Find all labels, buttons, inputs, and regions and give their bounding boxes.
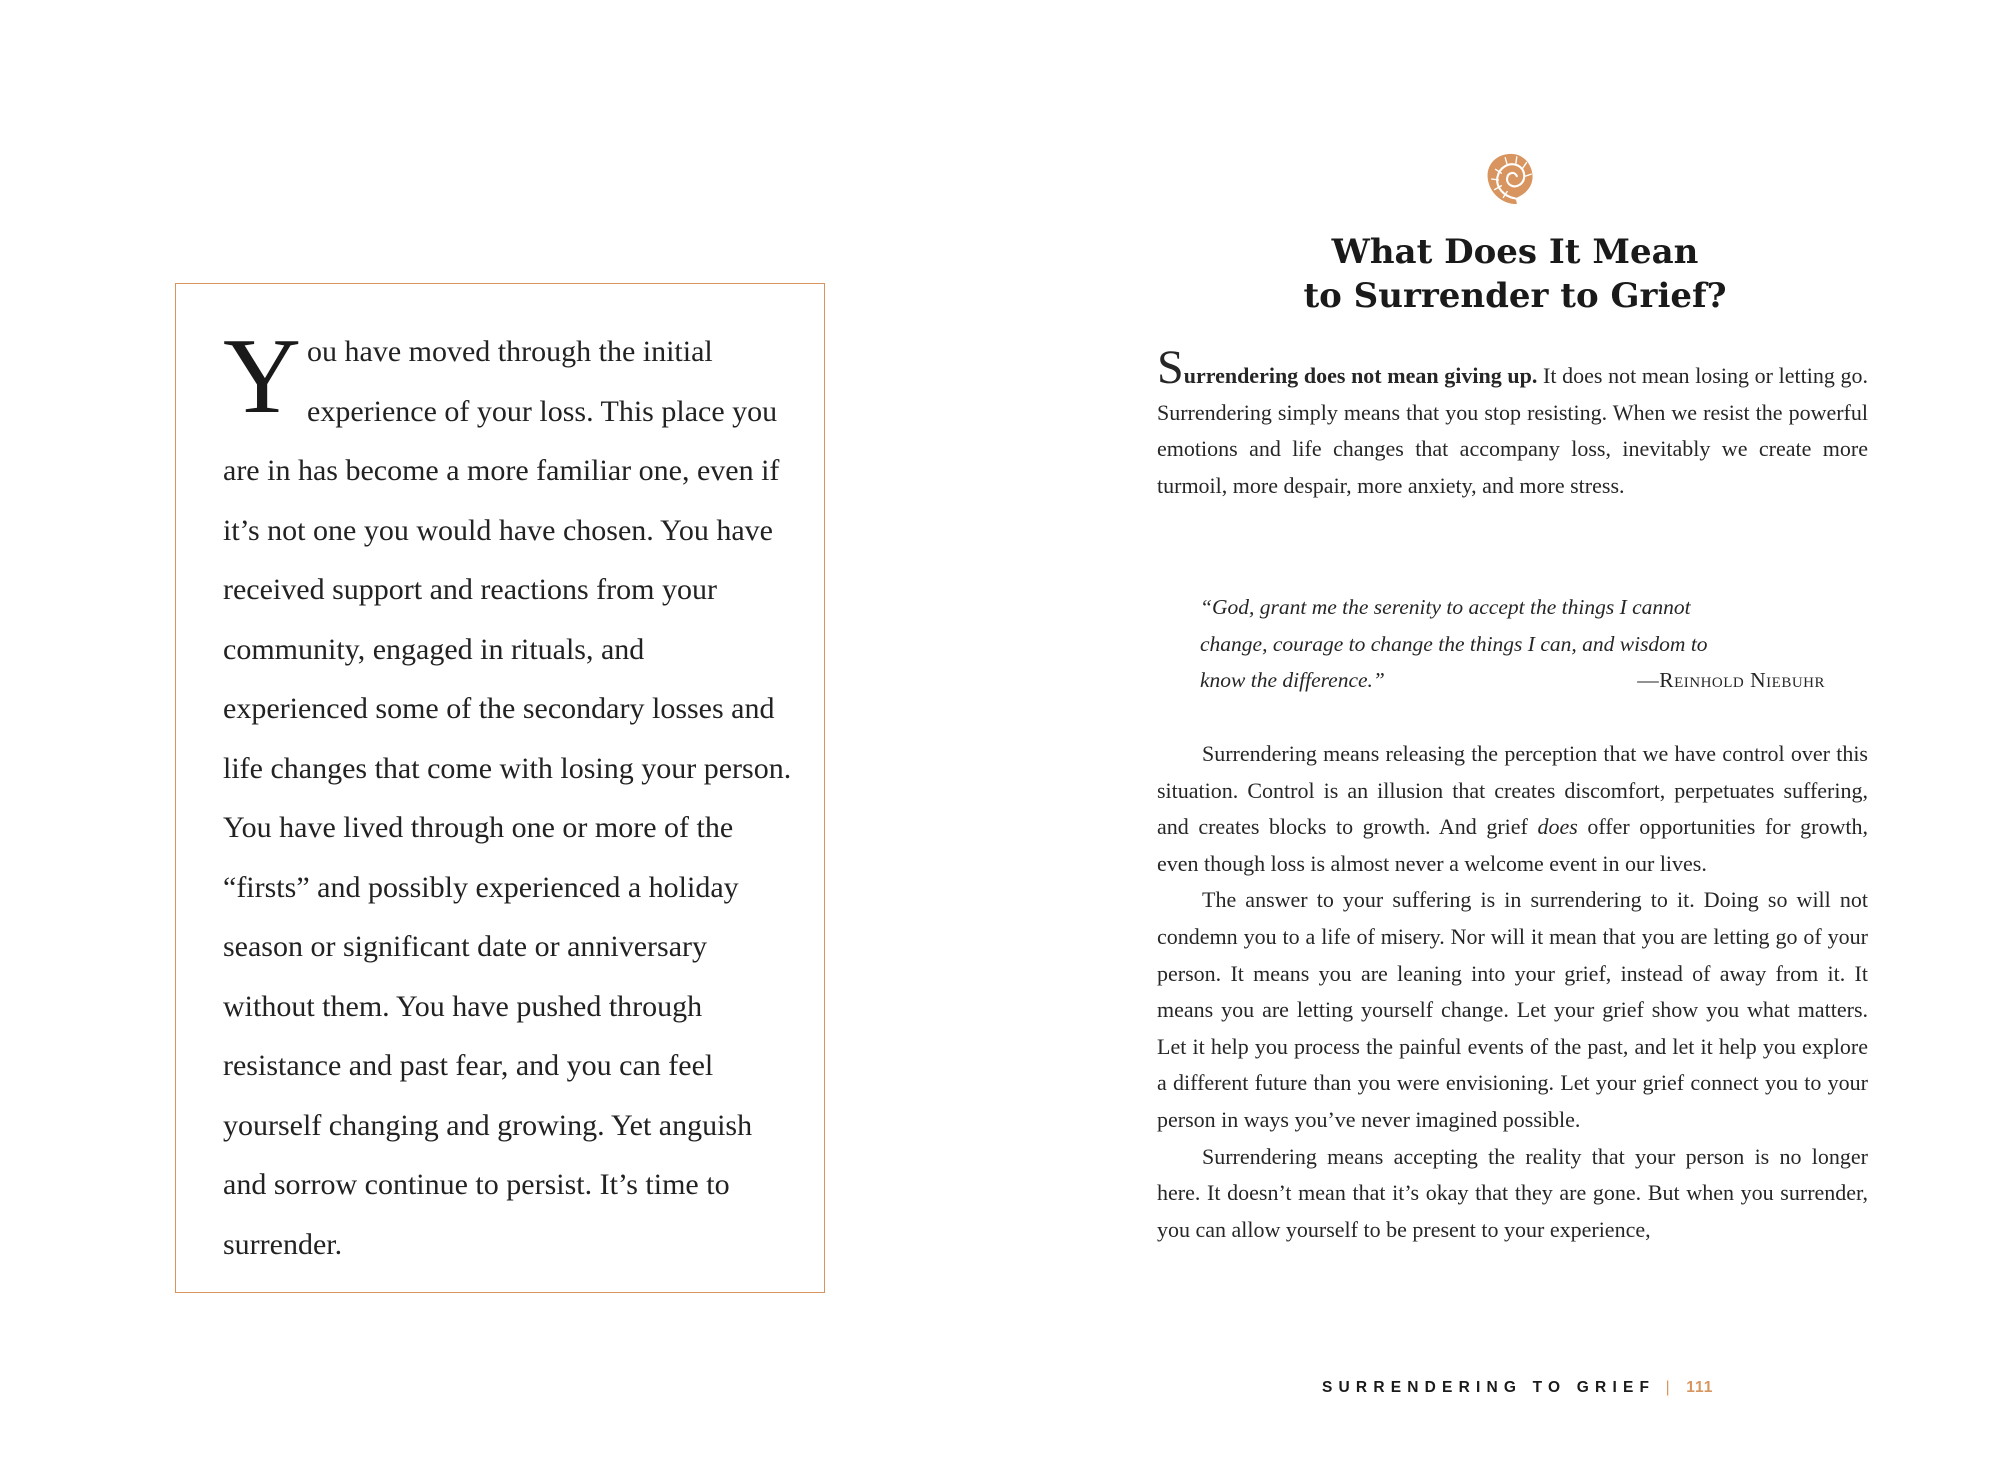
opening-paragraph: [1157, 341, 1868, 504]
intro-text-box: [175, 283, 825, 1293]
drop-cap: Y: [223, 317, 301, 436]
page-number: 111: [1686, 1379, 1714, 1396]
chapter-title-line-1: What Does It Mean: [1331, 232, 1699, 272]
opening-paragraph-text: It does not mean losing or letting go. Surrendering simply means that you stop resisting. When we resist the powerful emotions and life changes that accompany loss, inevitably we create more turmoil, more despair, more anxiety, and more stress.: [1157, 363, 1868, 498]
page-footer: [1322, 1379, 1713, 1397]
lead-cap: S: [1157, 341, 1184, 394]
chapter-title-line-2: to Surrender to Grief?: [1303, 276, 1727, 316]
chapter-title: [1155, 230, 1875, 318]
paragraph-control: [1157, 736, 1868, 882]
intro-paragraph: [223, 317, 793, 1274]
paragraph-control-text-a: Surrendering means releasing the perception that we have control over this situation. Control is an illusion that creates discomfort, perpetuates suffering, and creates blocks to growth. And grief: [1157, 741, 1868, 840]
quote-last-row: [1200, 662, 1830, 699]
running-head: SURRENDERING TO GRIEF: [1322, 1379, 1656, 1396]
paragraph-accepting: Surrendering means accepting the reality that your person is no longer here. It doesn’t mean that it’s okay that they are gone. But when you surrender, you can allow yourself to be present to your experience,: [1157, 1143, 1868, 1242]
body-paragraphs: [1157, 736, 1868, 1248]
quote-attribution: —Reinhold Niebuhr: [1637, 668, 1825, 693]
quote-line-3: know the difference.”: [1200, 668, 1385, 693]
footer-separator: |: [1665, 1379, 1670, 1396]
lead-bold-phrase: urrendering does not mean giving up.: [1183, 363, 1538, 388]
opening-paragraph-block: [1157, 341, 1868, 504]
emphasis-does: does: [1537, 814, 1578, 840]
quote-line-1: “God, grant me the serenity to accept the things I cannot: [1200, 595, 1691, 619]
paragraph-control-text-b: offer opportunities for growth, even though loss is almost never a welcome event in our lives.: [1157, 814, 1868, 876]
quote-line-2: change, courage to change the things I can, and wisdom to: [1200, 631, 1708, 656]
paragraph-answer: The answer to your suffering is in surrendering to it. Doing so will not condemn you to a life of misery. Nor will it mean that you are letting go of your person. It means you are leaning into your grief, instead of away from it. It means you are letting yourself change. Let your grief show you what matters. Let it help you process the painful events of the past, and let it help you explore a different future than you were envisioning. Let your grief connect you to your person in ways you’ve never imagined possible.: [1157, 887, 1868, 1132]
intro-body-text: ou have moved through the initial experience of your loss. This place you are in has become a more familiar one, even if it’s not one you would have chosen. You have received support and reactions from your community, engaged in rituals, and experienced some of the secondary losses and life changes that come with losing your person. You have lived through one or more of the “firsts” and possibly experienced a holiday season or significant date or anniversary without them. You have pushed through resistance and past fear, and you can feel yourself changing and growing. Yet anguish and sorrow continue to persist. It’s time to surrender.: [223, 335, 792, 1261]
serenity-quote: [1200, 589, 1830, 699]
nautilus-shell-icon: [1482, 150, 1540, 208]
